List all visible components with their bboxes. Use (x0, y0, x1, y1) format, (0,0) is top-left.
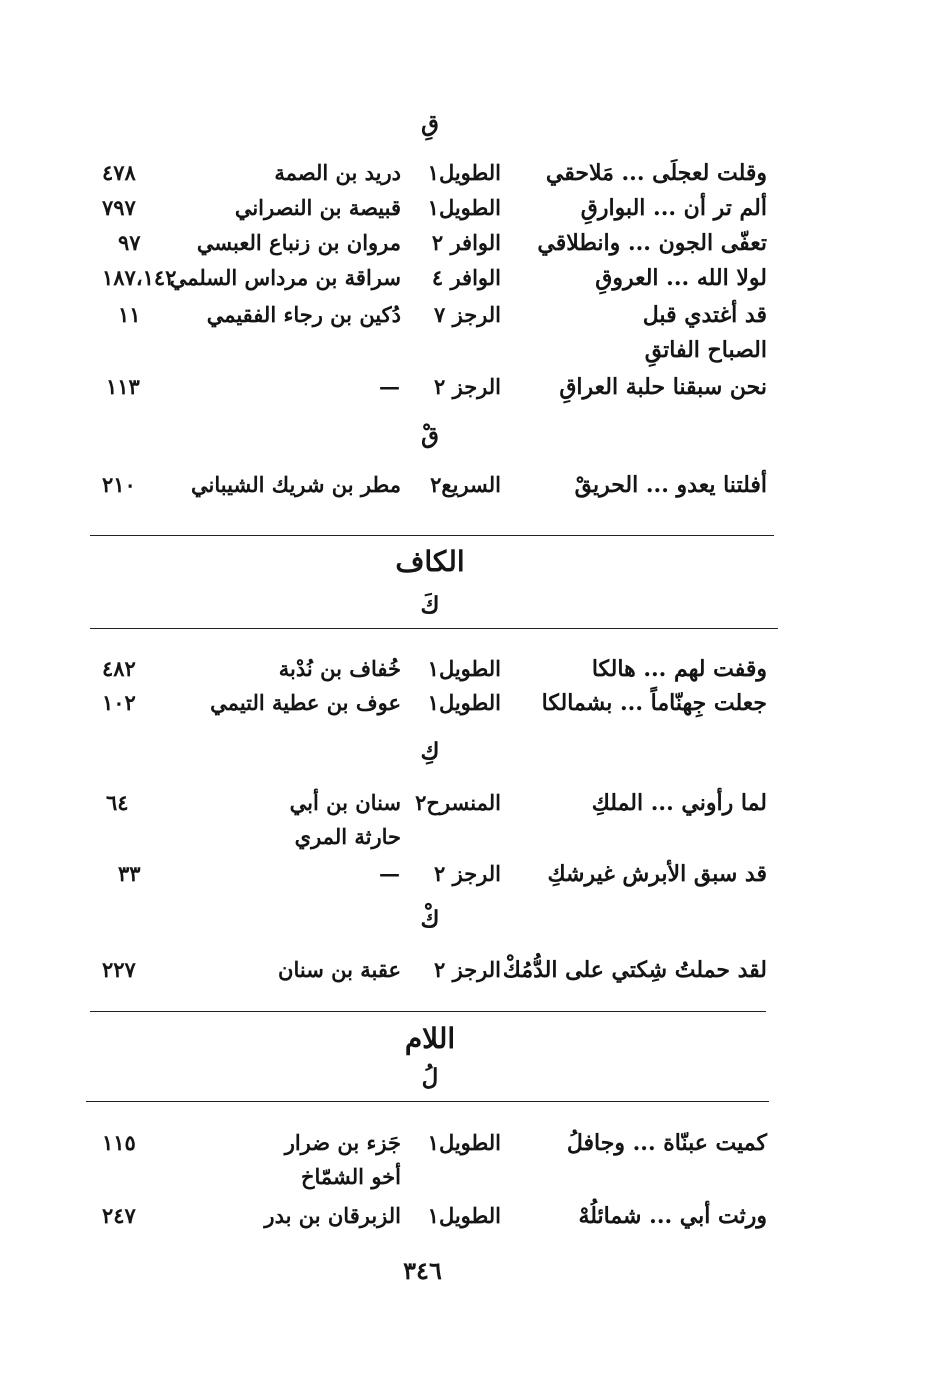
meter: الوافر ٤ (431, 265, 501, 290)
meter: الرجز ٧ (434, 302, 501, 327)
page-reference: ٣٣ (118, 861, 141, 886)
section-divider (86, 1101, 769, 1102)
poet-name: الزبرقان بن بدر (264, 1203, 401, 1228)
page-reference: ١٠٢ (102, 690, 136, 715)
meter: الطويل١ (427, 1203, 501, 1228)
verse-incipit: كميت عبنّاة ... وجافلُ (566, 1130, 767, 1156)
verse-incipit-continued: الصباح الفاتقِ (644, 337, 767, 363)
section-letter-kaf-sukun: كْ (420, 906, 440, 933)
page-reference: ١١٣ (106, 374, 140, 399)
page-reference: ٦٤ (106, 790, 129, 815)
poet-name: خُفاف بن نُدْبة (278, 656, 401, 681)
section-title-kaf: الكاف (395, 545, 465, 578)
verse-incipit: جعلت جِهنّاماً ... بشمالكا (541, 690, 767, 716)
verse-incipit: قد أغتدي قبل (642, 302, 767, 328)
verse-incipit: تعفّى الجون ... وانطلاقي (537, 230, 767, 256)
page-reference: ١١٥ (102, 1130, 136, 1155)
meter: السريع٢ (430, 472, 501, 497)
meter: الوافر ٢ (431, 230, 501, 255)
verse-incipit: ورثت أبي ... شمائلُهْ (578, 1203, 767, 1229)
section-letter-qaf-kasra: قِ (421, 110, 439, 137)
meter: الطويل١ (427, 656, 501, 681)
section-letter-kaf-fatha: كَ (420, 592, 440, 619)
page-reference: ٤٨٢ (102, 656, 136, 681)
meter: الرجز ٢ (434, 861, 501, 886)
verse-incipit: وقلت لعجلَى ... مَلاحقي (545, 160, 767, 186)
verse-incipit: ألم تر أن ... البوارقِ (580, 195, 767, 221)
poet-name: — (379, 374, 400, 399)
page-reference: ١٨٧،١٤٢ (102, 265, 177, 290)
meter: الطويل١ (427, 160, 501, 185)
verse-incipit: أفلتنا يعدو ... الحريقْ (574, 472, 767, 498)
poet-name: سراقة بن مرداس السلمي (169, 265, 401, 290)
poet-name: عوف بن عطية التيمي (210, 690, 401, 715)
poet-name: مطر بن شريك الشيباني (191, 472, 401, 497)
page-reference: ٢٤٧ (102, 1203, 136, 1228)
verse-incipit: لما رأوني ... الملكِ (591, 790, 767, 816)
poet-name: قبيصة بن النصراني (234, 195, 401, 220)
meter: الرجز ٢ (434, 957, 501, 982)
poet-name: دريد بن الصمة (274, 160, 401, 185)
poet-name-continued: أخو الشمّاخ (300, 1164, 401, 1189)
meter: المنسرح٢ (415, 790, 501, 815)
poet-name: جَزء بن ضرار (284, 1130, 401, 1155)
meter: الطويل١ (427, 195, 501, 220)
page-reference: ٢٢٧ (102, 957, 136, 982)
page-reference: ٤٧٨ (102, 160, 136, 185)
page-reference: ١١ (118, 302, 141, 327)
poet-name: سنان بن أبي (289, 790, 401, 815)
verse-incipit: قد سبق الأبرش غيرشكِ (547, 861, 767, 887)
section-divider (90, 1011, 766, 1012)
meter: الطويل١ (427, 1130, 501, 1155)
page-number: ٣٤٦ (403, 1256, 442, 1285)
page-reference: ٢١٠ (102, 472, 136, 497)
verse-incipit: نحن سبقنا حلبة العراقِ (559, 374, 767, 400)
verse-incipit: لولا الله ... العروقِ (595, 265, 767, 291)
page-reference: ٩٧ (118, 230, 141, 255)
poet-name-continued: حارثة المري (294, 824, 401, 849)
meter: الطويل١ (427, 690, 501, 715)
poet-name: عقبة بن سنان (278, 957, 401, 982)
poet-name: — (379, 861, 400, 886)
verse-incipit: لقد حملتُ شِكتي على الدُّمُكْ (502, 957, 767, 983)
page-reference: ٧٩٧ (102, 195, 136, 220)
section-divider (90, 535, 774, 536)
section-divider (90, 628, 778, 629)
section-title-lam: اللام (404, 1022, 456, 1055)
section-letter-kaf-kasra: كِ (420, 738, 440, 765)
section-letter-qaf-sukun: قْ (421, 422, 439, 449)
meter: الرجز ٢ (434, 374, 501, 399)
section-letter-lam-damma: لُ (421, 1064, 439, 1091)
poet-name: دُكين بن رجاء الفقيمي (206, 302, 401, 327)
verse-incipit: وقفت لهم ... هالكا (591, 656, 767, 682)
poet-name: مروان بن زنباع العبسي (196, 230, 401, 255)
